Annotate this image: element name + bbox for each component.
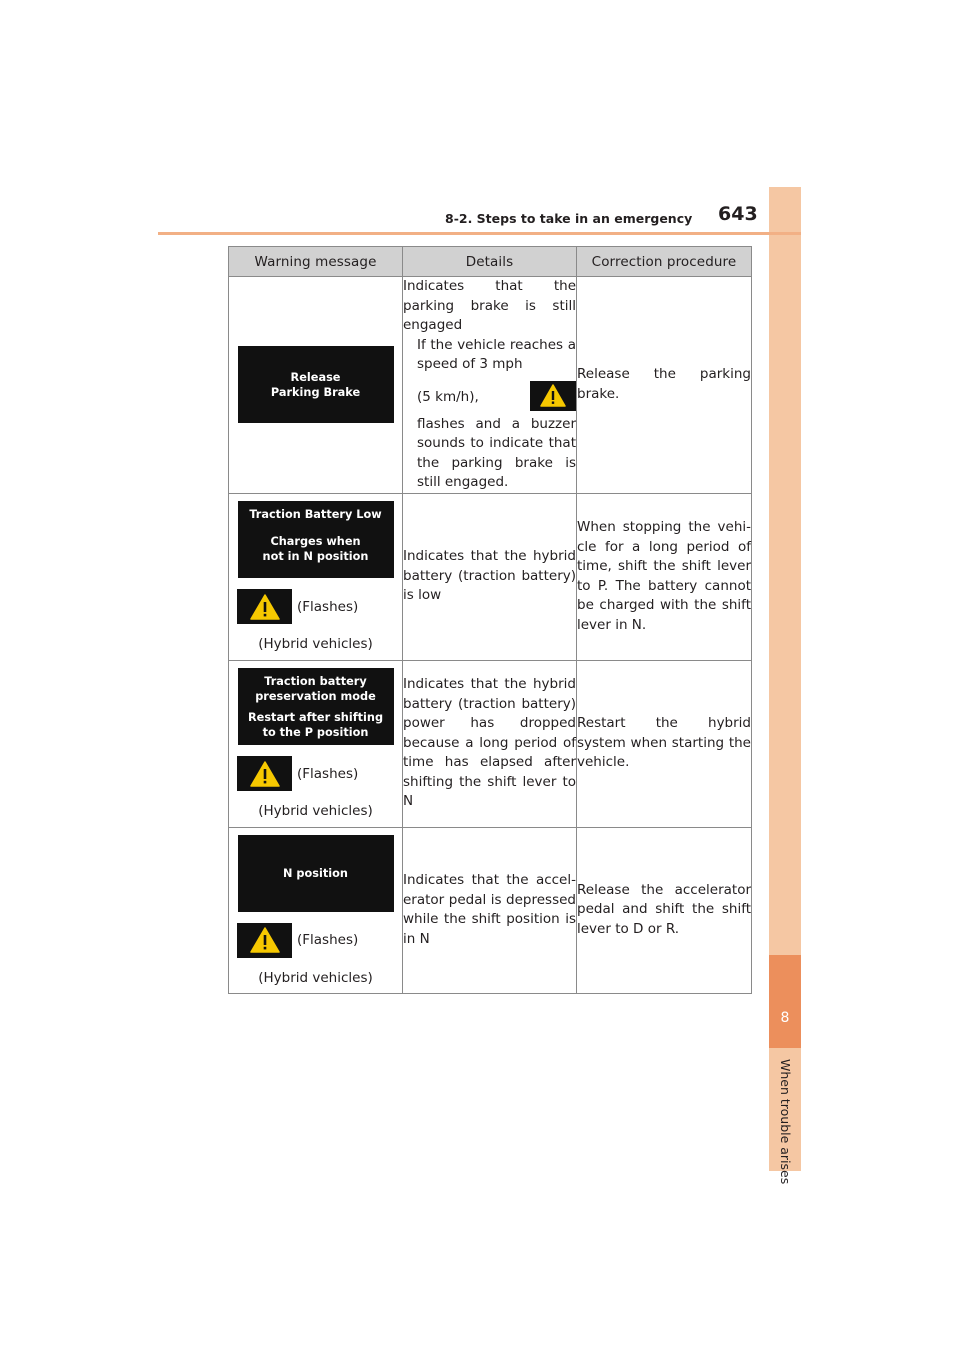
chapter-number-box (769, 955, 801, 1048)
chapter-side-tab (769, 187, 801, 1185)
screen-line: Restart after shifting (247, 710, 384, 724)
warning-triangle-icon (530, 381, 576, 411)
details-indent-text: If the vehicle reaches a speed of 3 mph (417, 336, 576, 372)
speed-kmh: (5 km/h), (417, 388, 479, 405)
column-header-details: Details (403, 247, 577, 277)
table-row (229, 277, 752, 494)
column-header-warning-message: Warning message (229, 247, 403, 277)
table-header-row (229, 247, 752, 277)
table-row (229, 660, 752, 827)
correction-cell: Restart the hybrid system when starting the vehicle. (577, 660, 752, 827)
warning-message-cell (229, 493, 403, 660)
hybrid-label: (Hybrid vehicles) (258, 969, 373, 986)
warning-triangle-icon (237, 589, 292, 624)
screen-line: N position (283, 866, 348, 880)
screen-line: Traction Battery Low (249, 508, 382, 521)
warning-message-table (228, 246, 752, 994)
chapter-title: When trouble arises (778, 1059, 793, 1185)
flash-label: (Flashes) (297, 598, 359, 615)
warning-message-cell (229, 827, 403, 993)
details-cell (403, 277, 577, 494)
display-screen (238, 835, 394, 912)
warning-message-cell (229, 660, 403, 827)
display-screen (238, 346, 394, 423)
section-title: 8-2. Steps to take in an emergency (445, 211, 693, 226)
flash-indicator (237, 756, 402, 791)
details-cell: Indicates that the hybrid battery (traction battery) is low (403, 493, 577, 660)
chapter-number: 8 (780, 1010, 790, 1026)
details-indent-text: flashes and a buzzer sounds to indicate that the parking brake is still engaged. (417, 415, 576, 490)
screen-line: Release (290, 370, 341, 384)
flash-indicator (237, 589, 402, 624)
display-screen (238, 668, 394, 745)
table-row (229, 493, 752, 660)
flash-label: (Flashes) (297, 932, 359, 948)
page-number: 643 (718, 203, 758, 225)
warning-triangle-icon (237, 923, 292, 958)
column-header-correction-procedure: Correction procedure (577, 247, 752, 277)
flash-label: (Flashes) (297, 765, 359, 782)
correction-cell: Release the parking brake. (577, 277, 752, 494)
hybrid-label: (Hybrid vehicles) (258, 636, 373, 652)
screen-line: Parking Brake (270, 385, 361, 399)
screen-line: not in N position (262, 550, 369, 563)
details-cell: Indicates that the hybrid battery (traction battery) power has dropped because a long period of time has elapsed after shifting the shift lever to N (403, 660, 577, 827)
display-screen (238, 501, 394, 578)
screen-line (238, 522, 394, 534)
header-rule (158, 232, 801, 235)
screen-line: Traction battery (264, 674, 367, 688)
details-intro: Indicates that the parking brake is still engaged (403, 278, 576, 333)
details-cell: Indicates that the accel-erator pedal is depressed while the shift position is in N (403, 827, 577, 993)
warning-triangle-icon (237, 756, 292, 791)
correction-cell: When stopping the vehi-cle for a long period of time, shift the shift lever to P. The battery cannot be charged with the shift lever in N. (577, 493, 752, 660)
screen-line: to the P position (262, 725, 369, 739)
table-row (229, 827, 752, 993)
flash-indicator (237, 923, 402, 958)
details-indent-speed (403, 381, 576, 413)
warning-message-cell (229, 277, 403, 494)
correction-cell: Release the accelerator pedal and shift the shift lever to D or R. (577, 827, 752, 993)
screen-line: preservation mode (255, 689, 376, 703)
hybrid-label: (Hybrid vehicles) (258, 803, 373, 819)
screen-line: Charges when (270, 535, 361, 548)
